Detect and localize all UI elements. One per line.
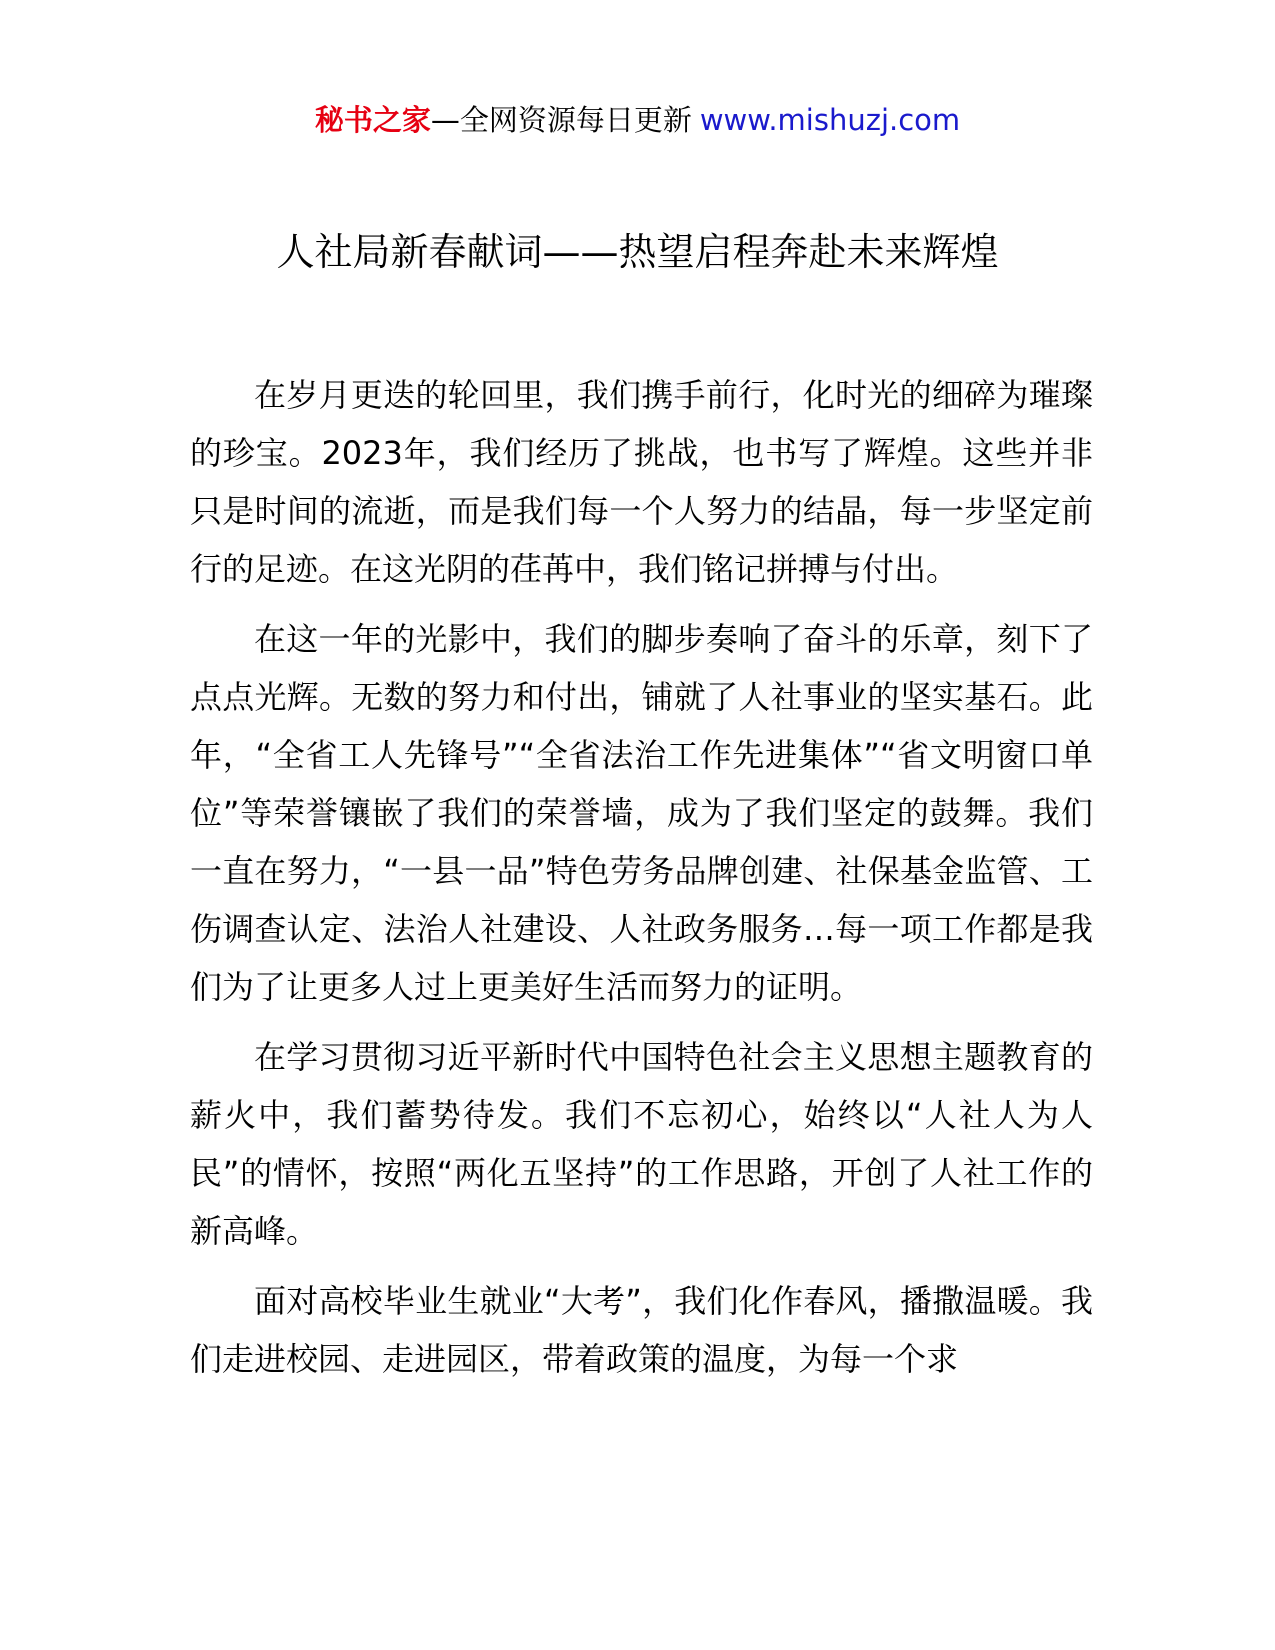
document-title: 人社局新春献词——热望启程奔赴未来辉煌 [276, 230, 999, 274]
site-url-link[interactable]: www.mishuzj.com [699, 103, 961, 137]
site-header [0, 100, 1275, 140]
paragraph: 在这一年的光影中，我们的脚步奏响了奋斗的乐章，刻下了点点光辉。无数的努力和付出，铺就了人社事业的坚实基石。此年，“全省工人先锋号”“全省法治工作先进集体”“省文明窗口单位”等荣誉镶嵌了我们的荣誉墙，成为了我们坚定的鼓舞。我们一直在努力，“一县一品”特色劳务品牌创建、社保基金监管、工伤调查认定、法治人社建设、人社政务服务…每一项工作都是我们为了让更多人过上更美好生活而努力的证明。 [190, 620, 1093, 1006]
document-body [190, 366, 1093, 1400]
paragraph: 在学习贯彻习近平新时代中国特色社会主义思想主题教育的薪火中，我们蓄势待发。我们不忘初心，始终以“人社人为人民”的情怀，按照“两化五坚持”的工作思路，开创了人社工作的新高峰。 [190, 1038, 1093, 1250]
site-tagline: —全网资源每日更新 [430, 103, 692, 137]
paragraph: 在岁月更迭的轮回里，我们携手前行，化时光的细碎为璀璨的珍宝。2023年，我们经历了挑战，也书写了辉煌。这些并非只是时间的流逝，而是我们每一个人努力的结晶，每一步坚定前行的足迹。在这光阴的荏苒中，我们铭记拼搏与付出。 [190, 376, 1093, 588]
paragraph: 面对高校毕业生就业“大考”，我们化作春风，播撒温暖。我们走进校园、走进园区，带着政策的温度，为每一个求 [190, 1282, 1093, 1378]
site-brand: 秘书之家 [314, 103, 431, 137]
